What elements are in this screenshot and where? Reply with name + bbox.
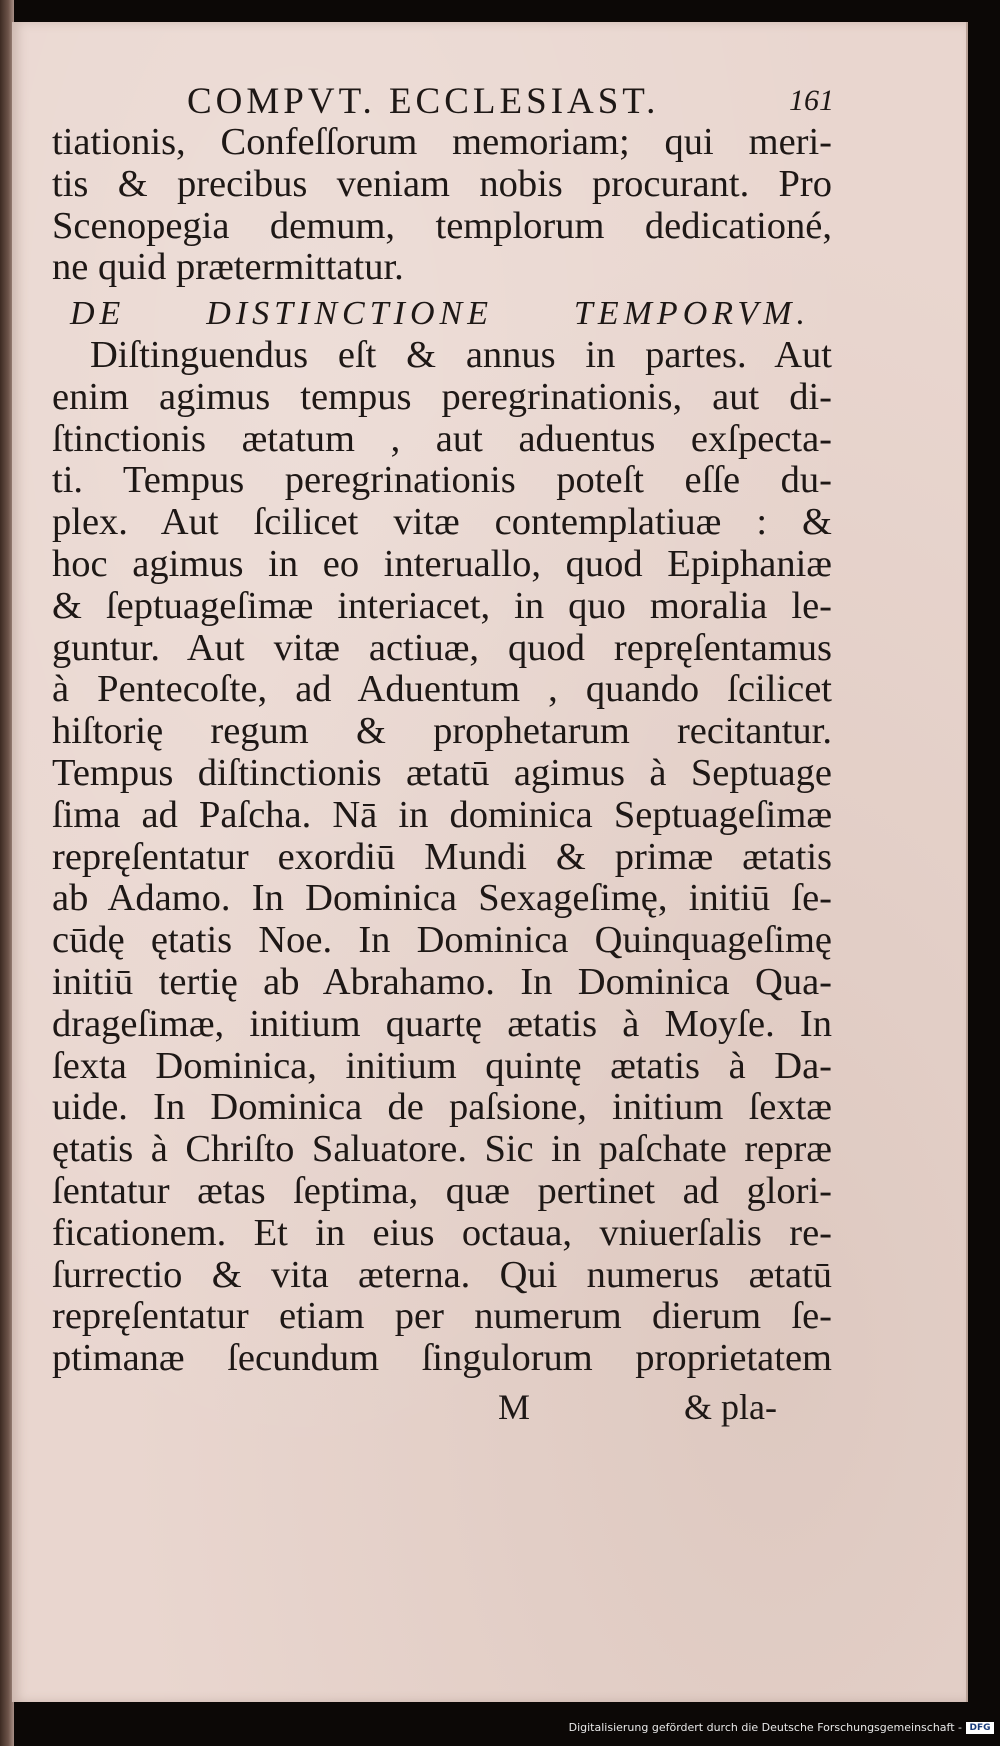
- text-line: tiationis, Confeſſorum memoriam; qui meri-: [52, 121, 832, 163]
- text-line: guntur. Aut vitæ actiuæ, quod repręſentamus: [52, 626, 832, 669]
- text-line: ętatis à Chriſto Saluatore. Sic in paſchate repræ: [52, 1128, 832, 1171]
- text-line: tis & precibus veniam nobis procurant. Pro: [52, 162, 832, 205]
- text-line: ſurrectio & vita æterna. Qui numerus ætatū: [52, 1253, 832, 1296]
- dfg-logo: DFG: [966, 1722, 994, 1734]
- text-line: ne quid prætermittatur.: [52, 246, 404, 289]
- text-line: ſexta Dominica, initium quintę ætatis à Da-: [52, 1044, 832, 1087]
- text-line: repręſentatur etiam per numerum dierum ſe-: [52, 1295, 832, 1338]
- paragraph-continuation: [52, 122, 832, 289]
- catchline: [52, 1380, 832, 1430]
- text-line: cūdę ętatis Noe. In Dominica Quinquageſimę: [52, 919, 832, 962]
- section-heading: DE DISTINCTIONE TEMPORVM.: [70, 295, 810, 333]
- running-head: [52, 62, 832, 122]
- text-line: Scenopegia demum, templorum dedicationé,: [52, 204, 832, 247]
- text-line: drageſimæ, initium quartę ætatis à Moyſe. In: [52, 1002, 832, 1045]
- text-line: hoc agimus in eo interuallo, quod Epiphaniæ: [52, 542, 832, 585]
- text-line: ficationem. Et in eius octaua, vniuerſalis re-: [52, 1211, 832, 1254]
- text-line: enim agimus tempus peregrinationis, aut di-: [52, 375, 832, 418]
- page-text-block: [52, 62, 832, 1430]
- text-line: ſtinctionis ætatum , aut aduentus exſpecta-: [52, 417, 832, 460]
- signature-mark: M: [498, 1386, 531, 1427]
- text-line: ab Adamo. In Dominica Sexageſimę, initiū ſe-: [52, 877, 832, 920]
- text-line: ſima ad Paſcha. Nā in dominica Septuageſimæ: [52, 793, 832, 836]
- section-body: [52, 335, 832, 1380]
- catchword: & pla-: [684, 1386, 777, 1427]
- book-page: [12, 22, 968, 1702]
- text-line: ti. Tempus peregrinationis poteſt eſſe du-: [52, 459, 832, 502]
- text-line: hiſtorię regum & prophetarum recitantur.: [52, 710, 832, 753]
- text-line: uide. In Dominica de paſsione, initium ſextæ: [52, 1086, 832, 1129]
- text-line: initiū tertię ab Abrahamo. In Dominica Qua-: [52, 960, 832, 1003]
- text-line: Diſtinguendus eſt & annus in partes. Aut: [90, 333, 832, 376]
- text-line: Tempus diſtinctionis ætatū agimus à Septuage: [52, 751, 832, 794]
- text-line: à Pentecoſte, ad Aduentum , quando ſcilicet: [52, 668, 832, 711]
- page-number: 161: [789, 84, 834, 117]
- digitization-credit: [569, 1721, 994, 1734]
- text-line: repręſentatur exordiū Mundi & primæ ætatis: [52, 835, 832, 878]
- text-line: plex. Aut ſcilicet vitæ contemplatiuæ : &: [52, 501, 832, 544]
- text-line: ptimanæ ſecundum ſingulorum proprietatem: [52, 1337, 832, 1380]
- text-line: ſentatur ætas ſeptima, quæ pertinet ad glori-: [52, 1169, 832, 1212]
- credit-text: Digitalisierung gefördert durch die Deutsche Forschungsgemeinschaft -: [568, 1721, 962, 1734]
- text-line: & ſeptuageſimæ interiacet, in quo moralia le-: [52, 584, 832, 627]
- running-head-title: COMPVT. ECCLESIAST.: [187, 81, 660, 122]
